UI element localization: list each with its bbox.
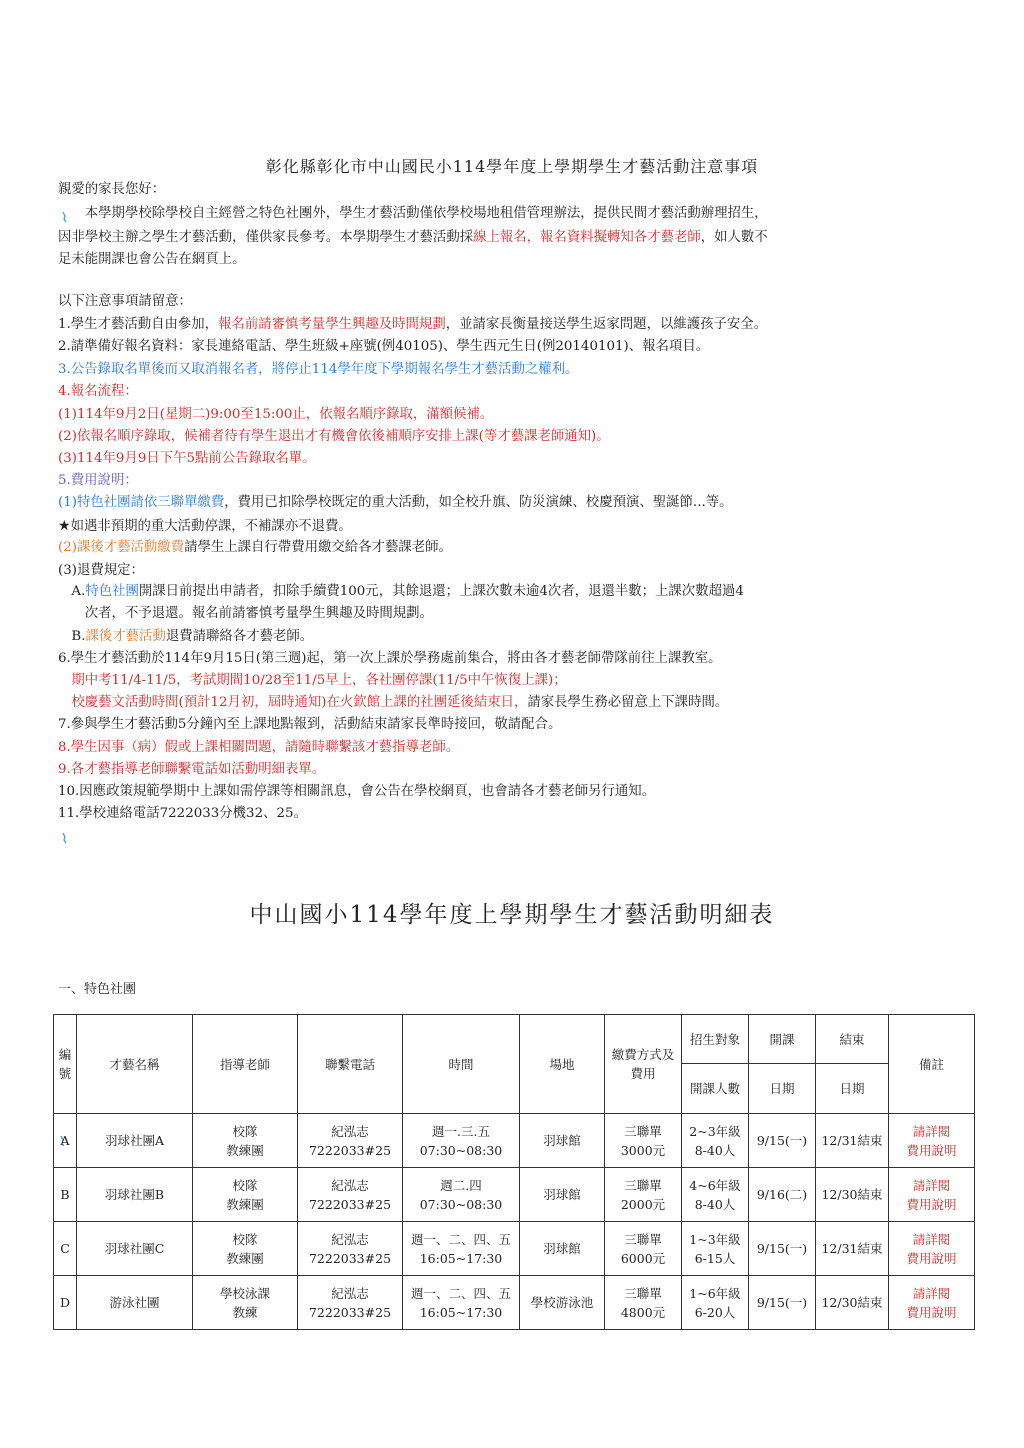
- row-note-text: 請詳閱: [912, 1123, 951, 1139]
- row-place: [520, 1276, 605, 1330]
- row-target-text: 2~3年級: [689, 1123, 741, 1139]
- header-end-date: 日期: [816, 1064, 889, 1114]
- text-segment: 7.參與學生才藝活動5分鐘內至上課地點報到，活動結束請家長準時接回，敬請配合。: [58, 717, 562, 732]
- row-teacher-text: 教練團: [226, 1196, 264, 1212]
- row-name: [77, 1276, 193, 1330]
- text-segment: (1)114年9月2日(星期二)9:00至15:00止，依報名順序錄取，滿額候補。: [58, 407, 494, 422]
- text-segment: 6.學生才藝活動於114年9月15日(第三週)起，第一次上課於學務處前集合，將由各才藝老師帶隊前往上課教室。: [58, 651, 722, 666]
- row-phone-text: 7222033#25: [308, 1196, 392, 1212]
- row-name-text: 游泳社團: [109, 1295, 160, 1310]
- text-segment: 期中考11/4-11/5，考試期間10/28至11/5早上，各社團停課(11/5中午恢復上課)；: [58, 673, 567, 688]
- row-target: [682, 1114, 749, 1168]
- row-target: [682, 1222, 749, 1276]
- row-teacher-text: 教練: [232, 1304, 258, 1320]
- notice-item: [58, 360, 964, 380]
- notice-item: [58, 782, 964, 802]
- row-name-text: 羽球社團C: [104, 1241, 165, 1256]
- header-place: 場地: [520, 1015, 605, 1114]
- notice-item: [58, 604, 964, 624]
- header-no: 編號: [54, 1015, 77, 1114]
- notice-item: [58, 649, 964, 669]
- row-note: [889, 1276, 975, 1330]
- notice-intro-line: [58, 228, 964, 248]
- row-target-text: 8-40人: [694, 1196, 736, 1212]
- text-segment: 5.費用說明：: [58, 473, 138, 488]
- row-time-text: 週一、二、四、五: [410, 1231, 511, 1247]
- row-no: [54, 1114, 77, 1168]
- header-fee: 繳費方式及費用: [605, 1015, 682, 1114]
- row-name: [77, 1168, 193, 1222]
- notice-item: [58, 582, 964, 602]
- text-segment: 退費請聯絡各才藝老師。: [165, 629, 314, 644]
- text-segment: 請學生上課自行帶費用繳交給各才藝課老師。: [184, 540, 452, 555]
- notice-item: [58, 471, 964, 491]
- text-segment: 開課日前提出申請者，扣除手續費100元，其餘退還；上課次數未逾4次者，退還半數；上課次數超過4: [138, 584, 744, 599]
- row-place: [520, 1222, 605, 1276]
- row-phone-text: 紀泓志: [331, 1285, 369, 1301]
- row-end: [816, 1114, 889, 1168]
- row-end: [816, 1168, 889, 1222]
- row-place-text: 羽球館: [543, 1133, 581, 1148]
- row-target-text: 8-40人: [694, 1142, 736, 1158]
- row-target-text: 4~6年級: [689, 1177, 741, 1193]
- row-fee: [605, 1168, 682, 1222]
- row-no-text: A: [60, 1133, 70, 1148]
- row-note: [889, 1114, 975, 1168]
- row-target-text: 1~6年級: [689, 1285, 741, 1301]
- notice-item: [58, 738, 964, 758]
- row-phone-text: 7222033#25: [308, 1304, 392, 1320]
- notice-item: [58, 693, 964, 713]
- row-end-text: 12/31結束: [821, 1133, 883, 1148]
- text-segment: 本學期學校除學校自主經營之特色社團外，學生才藝活動僅依學校場地租借管理辦法，提供民間才藝活動辦理招生，: [58, 206, 768, 221]
- text-segment: 11.學校連絡電話7222033分機32、25。: [58, 806, 307, 821]
- row-place: [520, 1168, 605, 1222]
- row-fee-text: 三聯單: [624, 1123, 662, 1139]
- text-segment: 課後才藝活動: [85, 629, 166, 644]
- text-segment: A.: [58, 584, 86, 599]
- row-note-text: 費用說明: [906, 1196, 957, 1212]
- text-segment: 特色社團: [85, 584, 139, 599]
- row-teacher: [193, 1222, 298, 1276]
- notice-intro-line: [58, 250, 964, 270]
- row-note-text: 費用說明: [906, 1304, 957, 1320]
- row-note-text: 費用說明: [906, 1250, 957, 1266]
- row-fee: [605, 1222, 682, 1276]
- row-place-text: 羽球館: [543, 1187, 581, 1202]
- text-segment: B.: [58, 629, 86, 644]
- notice-item: [58, 760, 964, 780]
- header-time: 時間: [403, 1015, 520, 1114]
- text-segment: 請家長學生務必留意上下課時間。: [527, 695, 729, 710]
- row-teacher: [193, 1114, 298, 1168]
- row-phone: [298, 1114, 403, 1168]
- notice-intro-line: [58, 204, 964, 224]
- row-phone-text: 紀泓志: [331, 1231, 369, 1247]
- text-segment: (3)退費規定：: [58, 563, 144, 578]
- row-teacher-text: 教練團: [226, 1250, 264, 1266]
- table-row: [54, 1222, 975, 1276]
- notice-item: [58, 427, 964, 447]
- notice-title: 彰化縣彰化市中山國民小114學年度上學期學生才藝活動注意事項: [265, 157, 759, 176]
- text-segment: (2)依報名順序錄取，候補者待有學生退出才有機會依後補順序安排上課(等才藝課老師通知)。: [58, 429, 610, 444]
- row-start-text: 9/16(二): [756, 1187, 808, 1202]
- text-segment: 線上報名，報名資料擬轉知各才藝老師: [473, 230, 701, 245]
- row-fee: [605, 1114, 682, 1168]
- row-no-text: C: [60, 1241, 70, 1256]
- header-teacher: 指導老師: [193, 1015, 298, 1114]
- text-segment: 如遇非預期的重大活動停課，不補課亦不退費。: [70, 519, 352, 534]
- row-target-text: 6-20人: [694, 1304, 736, 1320]
- row-end-text: 12/31結束: [821, 1241, 883, 1256]
- row-teacher-text: 學校泳課: [219, 1285, 270, 1301]
- row-fee-text: 2000元: [620, 1196, 666, 1212]
- row-teacher-text: 校隊: [232, 1231, 258, 1247]
- notice-item: [58, 382, 964, 402]
- text-segment: ，費用已扣除學校既定的重大活動，如全校升旗、防災演練、校慶預演、聖誕節...等。: [224, 495, 733, 510]
- row-place: [520, 1114, 605, 1168]
- activity-table: [53, 1014, 975, 1330]
- header-start-date: 日期: [749, 1064, 816, 1114]
- notice-item: [58, 337, 964, 357]
- row-end-text: 12/30結束: [821, 1295, 883, 1310]
- detail-title: 中山國小114學年度上學期學生才藝活動明細表: [249, 902, 775, 928]
- notice-item: [58, 671, 964, 691]
- row-fee-text: 3000元: [620, 1142, 666, 1158]
- row-teacher: [193, 1168, 298, 1222]
- notice-item: [58, 449, 964, 469]
- text-segment: ，並請家長衡量接送學生返家問題，以維護孩子安全。: [445, 317, 768, 332]
- row-name: [77, 1222, 193, 1276]
- row-time-text: 週二.四: [440, 1177, 482, 1193]
- row-start: [749, 1114, 816, 1168]
- notice-item: [58, 405, 964, 425]
- row-start-text: 9/15(一): [756, 1295, 808, 1310]
- scan-mark-icon: [62, 211, 68, 223]
- row-phone-text: 紀泓志: [331, 1123, 369, 1139]
- text-segment: 3.公告錄取名單後而又取消報名者，將停止114學年度下學期報名學生才藝活動之權利。: [58, 362, 579, 377]
- row-note: [889, 1168, 975, 1222]
- header-end: 結束: [816, 1015, 889, 1064]
- row-note-text: 請詳閱: [912, 1285, 951, 1301]
- row-target-text: 1~3年級: [689, 1231, 741, 1247]
- header-start: 開課: [749, 1015, 816, 1064]
- notice-item: [58, 715, 964, 735]
- row-no: [54, 1222, 77, 1276]
- row-time: [403, 1168, 520, 1222]
- row-no: [54, 1168, 77, 1222]
- text-segment: 足未能開課也會公告在網頁上。: [58, 252, 246, 267]
- row-phone: [298, 1222, 403, 1276]
- row-fee-text: 6000元: [620, 1250, 666, 1266]
- text-segment: 報名前請審慎考量學生興趣及時間規劃: [218, 317, 446, 332]
- text-segment: (2)課後才藝活動繳費: [58, 540, 185, 555]
- row-place-text: 羽球館: [543, 1241, 581, 1256]
- text-segment: 10.因應政策規範學期中上課如需停課等相關訊息，會公告在學校網頁，也會請各才藝老師另行通知。: [58, 784, 656, 799]
- star-icon: ★: [58, 518, 71, 534]
- items-heading: 以下注意事項請留意：: [58, 294, 192, 309]
- notice-item: [58, 516, 964, 537]
- row-no-text: B: [60, 1187, 70, 1202]
- row-start: [749, 1168, 816, 1222]
- row-teacher-text: 教練團: [226, 1142, 264, 1158]
- row-target: [682, 1276, 749, 1330]
- row-end: [816, 1276, 889, 1330]
- text-segment: 次者，不予退還。報名前請審慎考量學生興趣及時間規劃。: [58, 606, 433, 621]
- row-phone: [298, 1168, 403, 1222]
- row-fee: [605, 1276, 682, 1330]
- row-phone: [298, 1276, 403, 1330]
- row-fee-text: 三聯單: [624, 1285, 662, 1301]
- text-segment: (1)特色社團請依三聯單繳費: [58, 495, 225, 510]
- table-row: [54, 1114, 975, 1168]
- text-segment: 1.學生才藝活動自由參加，: [58, 317, 219, 332]
- row-name-text: 羽球社團A: [104, 1133, 165, 1148]
- notice-greeting: 親愛的家長您好：: [58, 182, 166, 197]
- header-count: 開課人數: [682, 1064, 749, 1114]
- row-end: [816, 1222, 889, 1276]
- row-phone-text: 紀泓志: [331, 1177, 369, 1193]
- row-time: [403, 1114, 520, 1168]
- row-time: [403, 1276, 520, 1330]
- row-teacher: [193, 1276, 298, 1330]
- text-segment: (3)114年9月9日下午5點前公告錄取名單。: [58, 451, 316, 466]
- header-note: 備註: [889, 1015, 975, 1114]
- text-segment: ，如人數不: [700, 230, 768, 245]
- row-start-text: 9/15(一): [756, 1133, 808, 1148]
- row-no: [54, 1276, 77, 1330]
- row-fee-text: 4800元: [620, 1304, 666, 1320]
- text-segment: 9.各才藝指導老師聯繫電話如活動明細表單。: [58, 762, 326, 777]
- header-phone: 聯繫電話: [298, 1015, 403, 1114]
- text-segment: 8.學生因事（病）假或上課相關問題，請隨時聯繫該才藝指導老師。: [58, 740, 460, 755]
- row-start-text: 9/15(一): [756, 1241, 808, 1256]
- table-row: [54, 1276, 975, 1330]
- row-name-text: 羽球社團B: [104, 1187, 165, 1202]
- row-note-text: 請詳閱: [912, 1231, 951, 1247]
- header-name: 才藝名稱: [77, 1015, 193, 1114]
- notice-item: [58, 315, 964, 335]
- row-time-text: 16:05~17:30: [419, 1304, 503, 1320]
- row-teacher-text: 校隊: [232, 1177, 258, 1193]
- notice-item: [58, 561, 964, 581]
- section-label: 一、特色社團: [58, 982, 137, 997]
- row-no-text: D: [59, 1295, 71, 1310]
- row-time-text: 07:30~08:30: [419, 1196, 503, 1212]
- text-segment: 2.請準備好報名資料：家長連絡電話、學生班級+座號(例40105)、學生西元生日(例20140101)、報名項目。: [58, 339, 710, 354]
- row-note-text: 請詳閱: [912, 1177, 951, 1193]
- text-segment: 校慶藝文活動時間(預計12月初，屆時通知)在火欽館上課的社團延後結束日，: [58, 695, 528, 710]
- header-target: 招生對象: [682, 1015, 749, 1064]
- table-row: [54, 1168, 975, 1222]
- text-segment: 4.報名流程：: [58, 384, 138, 399]
- row-time-text: 16:05~17:30: [419, 1250, 503, 1266]
- row-note-text: 費用說明: [906, 1142, 957, 1158]
- row-start: [749, 1222, 816, 1276]
- row-time-text: 07:30~08:30: [419, 1142, 503, 1158]
- row-end-text: 12/30結束: [821, 1187, 883, 1202]
- row-fee-text: 三聯單: [624, 1231, 662, 1247]
- row-note: [889, 1222, 975, 1276]
- row-place-text: 學校游泳池: [530, 1295, 594, 1310]
- row-teacher-text: 校隊: [232, 1123, 258, 1139]
- row-target: [682, 1168, 749, 1222]
- row-name: [77, 1114, 193, 1168]
- text-segment: 因非學校主辦之學生才藝活動，僅供家長參考。本學期學生才藝活動採: [58, 230, 474, 245]
- notice-item: [58, 493, 964, 513]
- row-time: [403, 1222, 520, 1276]
- row-fee-text: 三聯單: [624, 1177, 662, 1193]
- row-phone-text: 7222033#25: [308, 1142, 392, 1158]
- row-time-text: 週一.三.五: [432, 1123, 490, 1139]
- notice-item: [58, 538, 964, 558]
- notice-item: [58, 804, 964, 824]
- scan-mark-icon: [62, 832, 68, 844]
- row-start: [749, 1276, 816, 1330]
- notice-item: [58, 627, 964, 647]
- row-phone-text: 7222033#25: [308, 1250, 392, 1266]
- row-time-text: 週一、二、四、五: [410, 1285, 511, 1301]
- row-target-text: 6-15人: [694, 1250, 736, 1266]
